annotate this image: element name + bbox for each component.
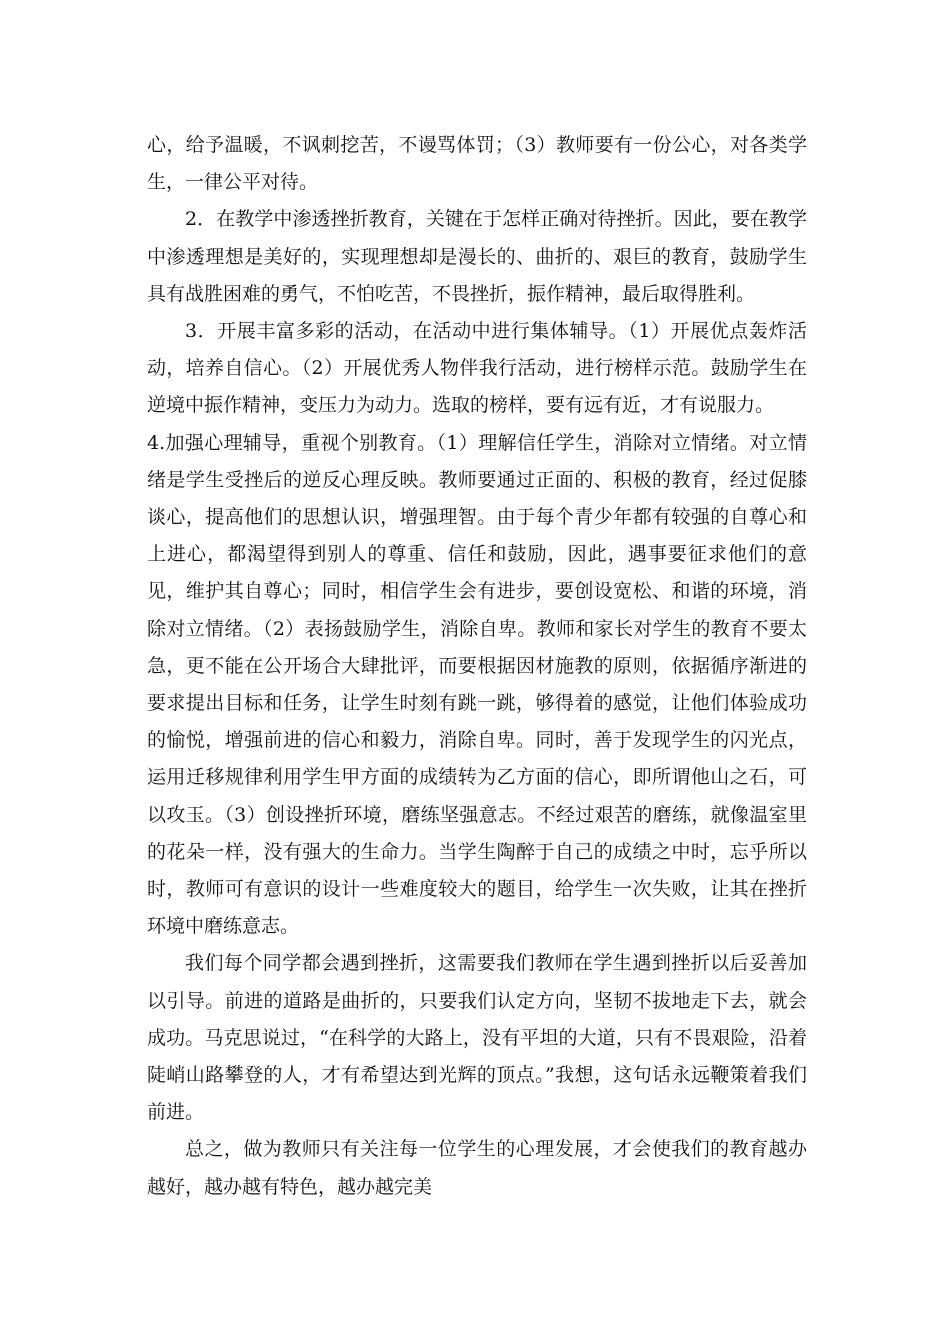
paragraph-4: 4.加强心理辅导，重视个别教育。（1）理解信任学生，消除对立情绪。对立情绪是学生受挫后的逆反心理反映。教师要通过正面的、积极的教育，经过促膝谈心，提高他们的思想认识，增强理智。由于每个青少年都有较强的自尊心和上进心，都渴望得到别人的尊重、信任和鼓励，因此，遇事要征求他们的意见，维护其自尊心；同时，相信学生会有进步，要创设宽松、和谐的环境，消除对立情绪。（2）表扬鼓励学生，消除自卑。教师和家长对学生的教育不要太急，更不能在公开场合大肆批评，而要根据因材施教的原则，依据循序渐进的要求提出目标和任务，让学生时刻有跳一跳，够得着的感觉，让他们体验成功的愉悦，增强前进的信心和毅力，消除自卑。同时，善于发现学生的闪光点，运用迁移规律利用学生甲方面的成绩转为乙方面的信心，即所谓他山之石，可以攻玉。（3）创设挫折环境，磨练坚强意志。不经过艰苦的磨练，就像温室里的花朵一样，没有强大的生命力。当学生陶醉于自己的成绩之中时，忘乎所以时，教师可有意识的设计一些难度较大的题目，给学生一次失败，让其在挫折环境中磨练意志。 — [147, 431, 807, 938]
paragraph-6: 总之，做为教师只有关注每一位学生的心理发展，才会使我们的教育越办越好，越办越有特色，越办越完美 — [147, 1138, 807, 1198]
paragraph-2: 2．在教学中渗透挫折教育，关键在于怎样正确对待挫折。因此，要在教学中渗透理想是美好的，实现理想却是漫长的、曲折的、艰巨的教育，鼓励学生具有战胜困难的勇气，不怕吃苦，不畏挫折，振作精神，最后取得胜利。 — [147, 208, 807, 305]
paragraph-5: 我们每个同学都会遇到挫折，这需要我们教师在学生遇到挫折以后妥善加以引导。前进的道路是曲折的，只要我们认定方向，坚韧不拔地走下去，就会成功。马克思说过，“在科学的大路上，没有平坦的大道，只有不畏艰险，沿着陡峭山路攀登的人，才有希望达到光辉的顶点。”我想，这句话永远鞭策着我们前进。 — [147, 952, 807, 1124]
paragraph-3: 3．开展丰富多彩的活动，在活动中进行集体辅导。（1）开展优点轰炸活动，培养自信心。（2）开展优秀人物伴我行活动，进行榜样示范。鼓励学生在逆境中振作精神，变压力为动力。选取的榜样，要有远有近，才有说服力。 — [147, 320, 807, 417]
paragraph-1: 心，给予温暖，不讽刺挖苦，不谩骂体罚；（3）教师要有一份公心，对各类学生，一律公平对待。 — [147, 134, 807, 194]
document-body — [147, 127, 807, 1206]
